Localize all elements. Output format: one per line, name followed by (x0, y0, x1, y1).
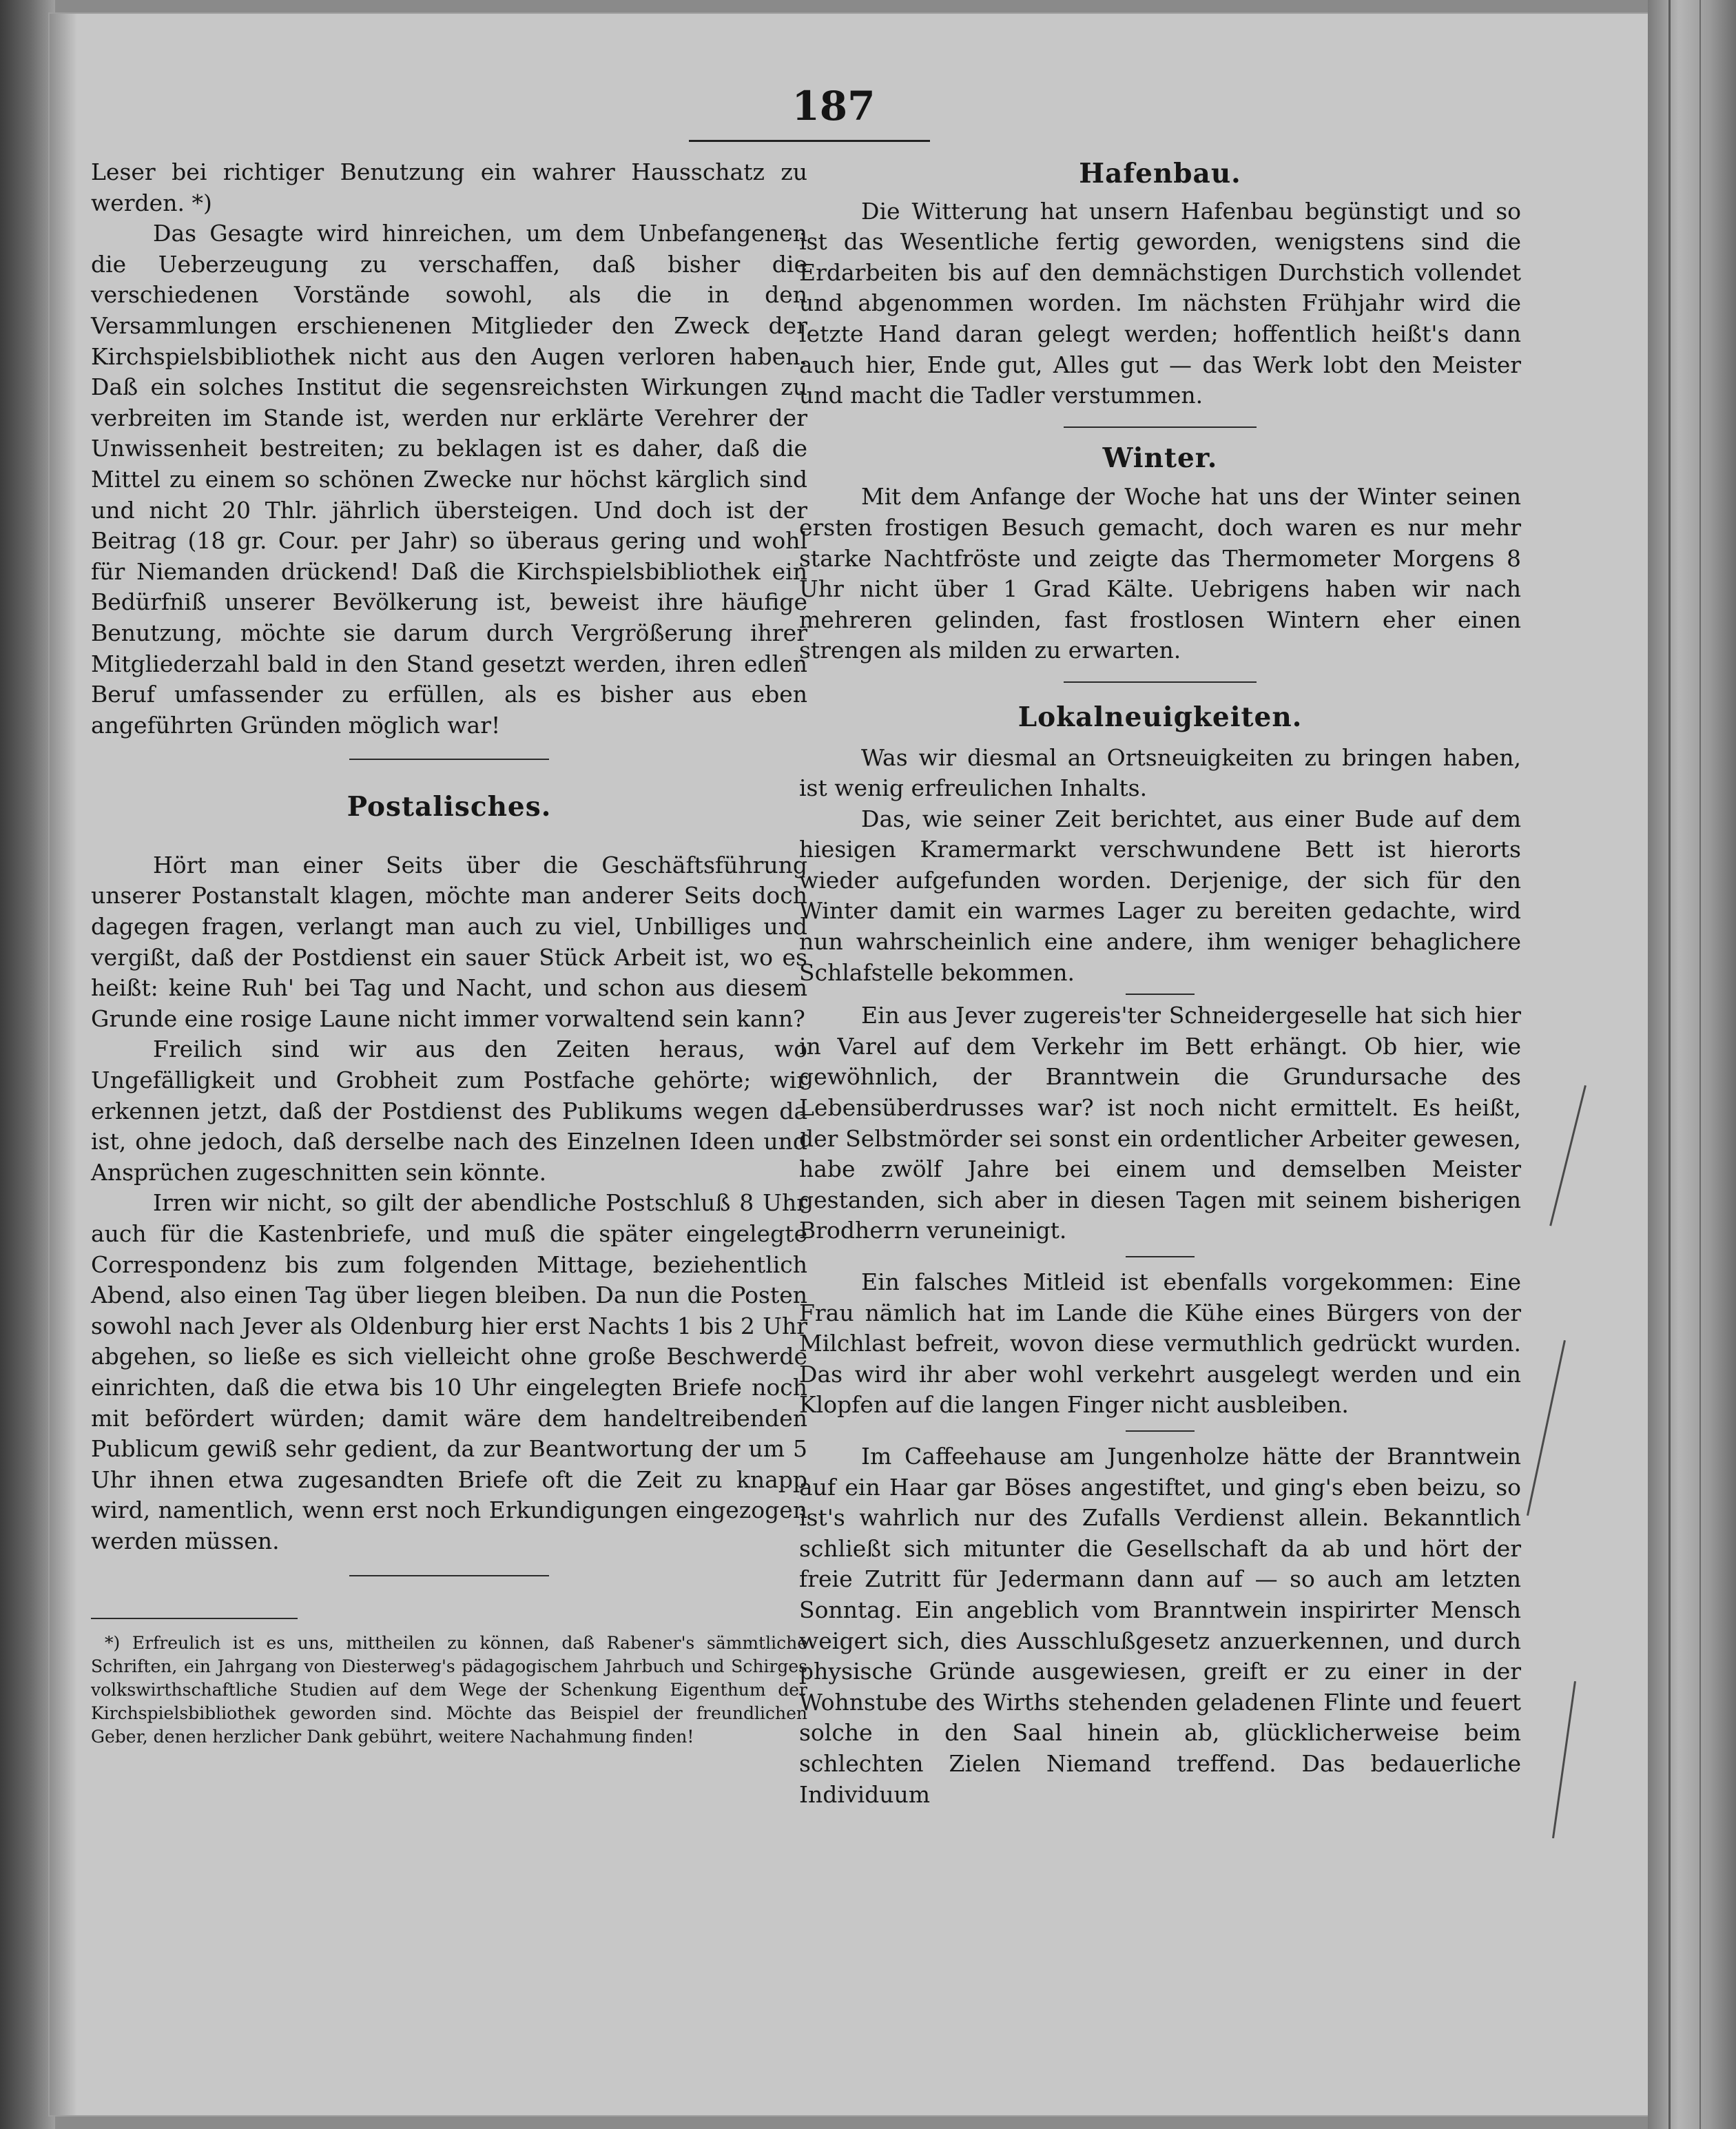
section-heading-hafenbau: Hafenbau. (1079, 158, 1241, 189)
paragraph: Hört man einer Seits über die Geschäftsführung unserer Postanstalt klagen, möchte man anderer Seits doch dagegen fragen, verlangt man auch zu viel, Unbilliges und vergißt, daß der Postdienst ein sauer Stück Arbeit ist, wo es heißt: keine Ruh' bei Tag und Nacht, und schon aus diesem Grunde eine rosige Laune nicht immer vorwaltend sein kann? (91, 851, 807, 1032)
paragraph: Im Caffeehause am Jungenholze hätte der Branntwein auf ein Haar gar Böses angestiftet, und ging's eben beizu, so ist's wahrlich nur des Zufalls Verdienst allein. Bekanntlich schließt sich mitunter die Gesellschaft da ab und hört der freie Zutritt für Jedermann dann auf — so auch am letzten Sonntag. Ein angeblich vom Branntwein inspirirter Mensch weigert sich, dies Ausschlußgesetz anzuerkennen, und durch physische Gründe ausgewiesen, greift er zu einer in der Wohnstube des Wirths stehenden geladenen Flinte und feuert solche in den Saal hinein ab, glücklicherweise beim schlechten Zielen Niemand treffend. Das bedauerliche Individuum (799, 1442, 1521, 1808)
paragraph: Was wir diesmal an Ortsneuigkeiten zu bringen haben, ist wenig erfreulichen Inhalts. (799, 743, 1521, 802)
section-divider (349, 759, 549, 760)
section-divider (349, 1575, 549, 1576)
scan-background-right (1648, 0, 1736, 2129)
paragraph: Die Witterung hat unsern Hafenbau begünstigt und so ist das Wesentliche fertig geworden, wenigstens sind die Erdarbeiten bis auf den demnächstigen Durchstich vollendet und abgenommen worden. Im nächsten Frühjahr wird die letzte Hand daran gelegt werden; hoffentlich heißt's dann auch hier, Ende gut, Alles gut — das Werk lobt den Meister und macht die Tadler verstummen. (799, 197, 1521, 409)
paragraph: Ein falsches Mitleid ist ebenfalls vorgekommen: Eine Frau nämlich hat im Lande die Kühe eines Bürgers von der Milchlast befreit, wovon diese vermuthlich gedrückt wurden. Das wird ihr aber wohl verkehrt ausgelegt werden und ein Klopfen auf die langen Finger nicht ausbleiben. (799, 1268, 1521, 1419)
page-number-rule (689, 140, 930, 142)
page-spine-shadow (50, 14, 77, 2115)
footnote (91, 1632, 807, 1749)
paragraph: Das, wie seiner Zeit berichtet, aus einer Bude auf dem hiesigen Kramermarkt verschwundene Bett ist hierorts wieder aufgefunden worden. Derjenige, der sich für den Winter damit ein warmes Lager zu bereiten gedachte, wird nun wahrscheinlich eine andere, ihm weniger behaglichere Schlafstelle bekommen. (799, 805, 1521, 986)
paragraph: Leser bei richtiger Benutzung ein wahrer Hausschatz zu werden. *) (91, 158, 807, 216)
item-divider (1126, 994, 1195, 995)
section-divider (1064, 426, 1257, 428)
section-divider (1064, 681, 1257, 683)
footnote-rule (91, 1618, 298, 1619)
section-heading-postalisches: Postalisches. (347, 791, 552, 823)
paragraph: Irren wir nicht, so gilt der abendliche Postschluß 8 Uhr auch für die Kastenbriefe, und muß die später eingelegte Correspondenz bis zum folgenden Mittage, beziehentlich Abend, also einen Tag über liegen bleiben. Da nun die Posten sowohl nach Jever als Oldenburg hier erst Nachts 1 bis 2 Uhr abgehen, so ließe es sich vielleicht ohne große Beschwerde einrichten, daß die etwa bis 10 Uhr eingelegten Briefe noch mit befördert würden; damit wäre dem handeltreibenden Publicum gewiß sehr gedient, da zur Beantwortung der um 5 Uhr ihnen etwa zugesandten Briefe oft die Zeit zu knapp wird, namentlich, wenn erst noch Erkundigungen eingezogen werden müssen. (91, 1189, 807, 1554)
page-number: 187 (792, 83, 876, 130)
left-column (91, 157, 807, 1749)
item-divider (1126, 1430, 1195, 1432)
paragraph: Ein aus Jever zugereis'ter Schneidergeselle hat sich hier in Varel auf dem Verkehr im Bett erhängt. Ob hier, wie gewöhnlich, der Branntwein die Grundursache des Lebensüberdrusses war? ist noch nicht ermittelt. Es heißt, der Selbstmörder sei sonst ein ordentlicher Arbeiter gewesen, habe zwölf Jahre bei einem und demselben Meister gestanden, sich aber in diesen Tagen mit seinem bisherigen Brodherrn veruneinigt. (799, 1002, 1521, 1244)
section-heading-lokalneuigkeiten: Lokalneuigkeiten. (1017, 701, 1303, 733)
paragraph: Mit dem Anfange der Woche hat uns der Winter seinen ersten frostigen Besuch gemacht, doch waren es nur mehr starke Nachtfröste und zeigte das Thermometer Morgens 8 Uhr nicht über 1 Grad Kälte. Uebrigens haben wir nach mehreren gelinden, fast frostlosen Wintern eher einen strengen als milden zu erwarten. (799, 483, 1521, 664)
footnote-text: *) Erfreulich ist es uns, mittheilen zu können, daß Rabener's sämmtliche Schriften, ein Jahrgang von Diesterweg's pädagogischem Jahrbuch und Schirges volkswirthschaftliche Studien auf dem Wege der Schenkung Eigenthum der Kirchspielsbibliothek geworden sind. Möchte das Beispiel der freundlichen Geber, denen herzlicher Dank gebührt, weitere Nachahmung finden! (91, 1632, 807, 1747)
paragraph: Das Gesagte wird hinreichen, um dem Unbefangenen die Ueberzeugung zu verschaffen, daß bisher die verschiedenen Vorstände sowohl, als die in den Versammlungen erschienenen Mitglieder den Zweck der Kirchspielsbibliothek nicht aus den Augen verloren haben. Daß ein solches Institut die segensreichsten Wirkungen zu verbreiten im Stande ist, werden nur erklärte Verehrer der Unwissenheit bestreiten; zu beklagen ist es daher, daß die Mittel zu einem so schönen Zwecke nur höchst kärglich sind und nicht 20 Thlr. jährlich übersteigen. Und doch ist der Beitrag (18 gr. Cour. per Jahr) so überaus gering und wohl für Niemanden drückend! Daß die Kirchspielsbibliothek ein Bedürfniß unserer Bevölkerung ist, beweist ihre häufige Benutzung, möchte sie darum durch Vergrößerung ihrer Mitgliederzahl bald in den Stand gesetzt werden, ihren edlen Beruf umfassender zu erfüllen, als es bisher aus eben angeführten Gründen möglich war! (91, 220, 807, 739)
paragraph: Freilich sind wir aus den Zeiten heraus, wo Ungefälligkeit und Grobheit zum Postfache gehörte; wir erkennen jetzt, daß der Postdienst des Publikums wegen da ist, ohne jedoch, daß derselbe nach des Einzelnen Ideen und Ansprüchen zugeschnitten sein könnte. (91, 1036, 807, 1186)
right-column (799, 158, 1521, 1810)
item-divider (1126, 1256, 1195, 1257)
section-heading-winter: Winter. (1102, 442, 1218, 474)
scan-background-left (0, 0, 55, 2129)
